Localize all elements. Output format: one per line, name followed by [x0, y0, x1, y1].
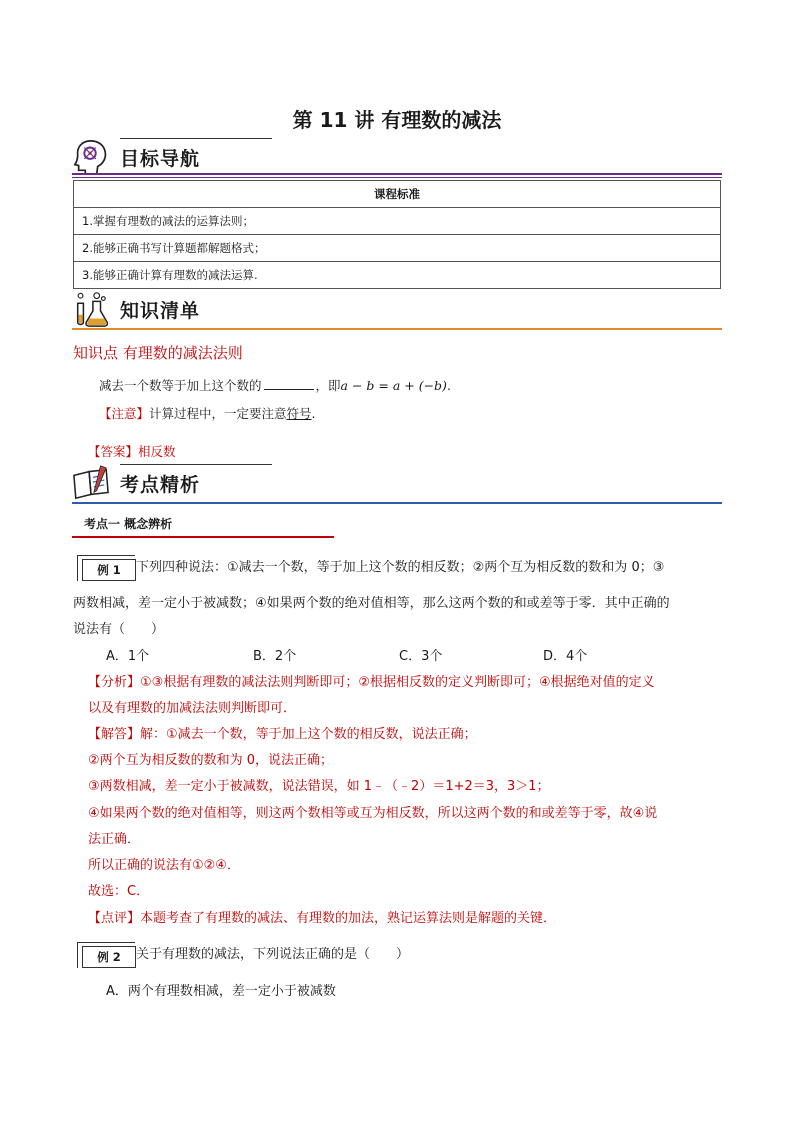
- answer-tag: 【答案】: [88, 444, 139, 459]
- note-tag: 【注意】: [99, 406, 150, 421]
- section-goal-label: 目标导航: [120, 148, 201, 170]
- answer-text: 相反数: [138, 444, 176, 459]
- table-row: 1.掌握有理数的减法的运算法则；: [74, 208, 721, 235]
- example-1-stem-line2: 两数相减，差一定小于被减数；④如果两个数的绝对值相等，那么这两个数的和或差等于零．其中正确的: [73, 596, 670, 611]
- topic-heading: [72, 512, 334, 538]
- option-c: C．3个: [399, 649, 443, 664]
- table-row: 2.能够正确书写计算题都解题格式；: [74, 235, 721, 262]
- open-book-icon: [72, 464, 110, 502]
- solution-line5: 法正确．: [88, 832, 141, 847]
- solution-line3: ③两数相减，差一定小于被减数，说法错误，如 1﹣（﹣2）＝1+2＝3，3＞1；: [88, 779, 550, 794]
- example-1-stem-line1: 下列四种说法：①减去一个数，等于加上这个数的相反数；②两个互为相反数的数和为 0；③: [136, 560, 665, 575]
- section-knowledge-label: 知识清单: [120, 300, 201, 322]
- course-standard-table: [73, 180, 721, 289]
- solution-line4: ④如果两个数的绝对值相等，则这两个数相等或互为相反数，所以这两个数的和或差等于零，故④说: [88, 806, 658, 821]
- comment-line: 【点评】本题考查了有理数的减法、有理数的加法，熟记运算法则是解题的关键．: [88, 911, 557, 926]
- option-d: D．4个: [543, 649, 588, 664]
- rule-line: 减去一个数等于加上这个数的 ，即a − b = a + (−b).: [99, 378, 451, 393]
- section-analysis-label: 考点精析: [120, 474, 201, 496]
- subtraction-formula: a − b = a + (−b): [340, 378, 447, 393]
- answer-line: [88, 442, 176, 460]
- topic-title: 考点一 概念辨析: [84, 517, 173, 531]
- table-header: 课程标准: [74, 181, 721, 208]
- solution-line2: ②两个互为相反数的数和为 0，说法正确；: [88, 753, 334, 768]
- option-b: B．2个: [253, 649, 297, 664]
- table-row: 3.能够正确计算有理数的减法运算.: [74, 262, 721, 289]
- flask-icon: [72, 290, 110, 328]
- page-title: 第 11 讲 有理数的减法: [292, 108, 502, 132]
- example-2-option-a: A．两个有理数相减，差一定小于被减数: [106, 984, 336, 999]
- analysis-line1: 【分析】①③根据有理数的减法法则判断即可；②根据相反数的定义判断即可；④根据绝对值的定义: [88, 675, 655, 690]
- knowledge-point-title: 知识点 有理数的减法法则: [73, 344, 243, 362]
- answer-blank: [264, 377, 314, 390]
- section-goal-header: [72, 138, 722, 178]
- head-gear-icon: [72, 138, 110, 176]
- section-analysis-header: [72, 464, 722, 504]
- solution-line1: 【解答】解：①减去一个数，等于加上这个数的相反数，说法正确；: [88, 727, 477, 742]
- solution-line7: 故选：C．: [88, 884, 150, 899]
- example-2-stem: 关于有理数的减法，下列说法正确的是（ ）: [136, 947, 410, 962]
- analysis-line2: 以及有理数的加减法法则判断即可．: [88, 701, 297, 716]
- example-1-stem-line3: 说法有（ ）: [73, 622, 165, 637]
- note-line: 【注意】计算过程中，一定要注意符号.: [99, 406, 316, 421]
- section-knowledge-header: [72, 290, 722, 330]
- option-a: A．1个: [106, 649, 150, 664]
- example-2-label-box: 例 2: [82, 946, 136, 968]
- solution-line6: 所以正确的说法有①②④．: [88, 858, 240, 873]
- example-1-label-box: 例 1: [82, 559, 136, 581]
